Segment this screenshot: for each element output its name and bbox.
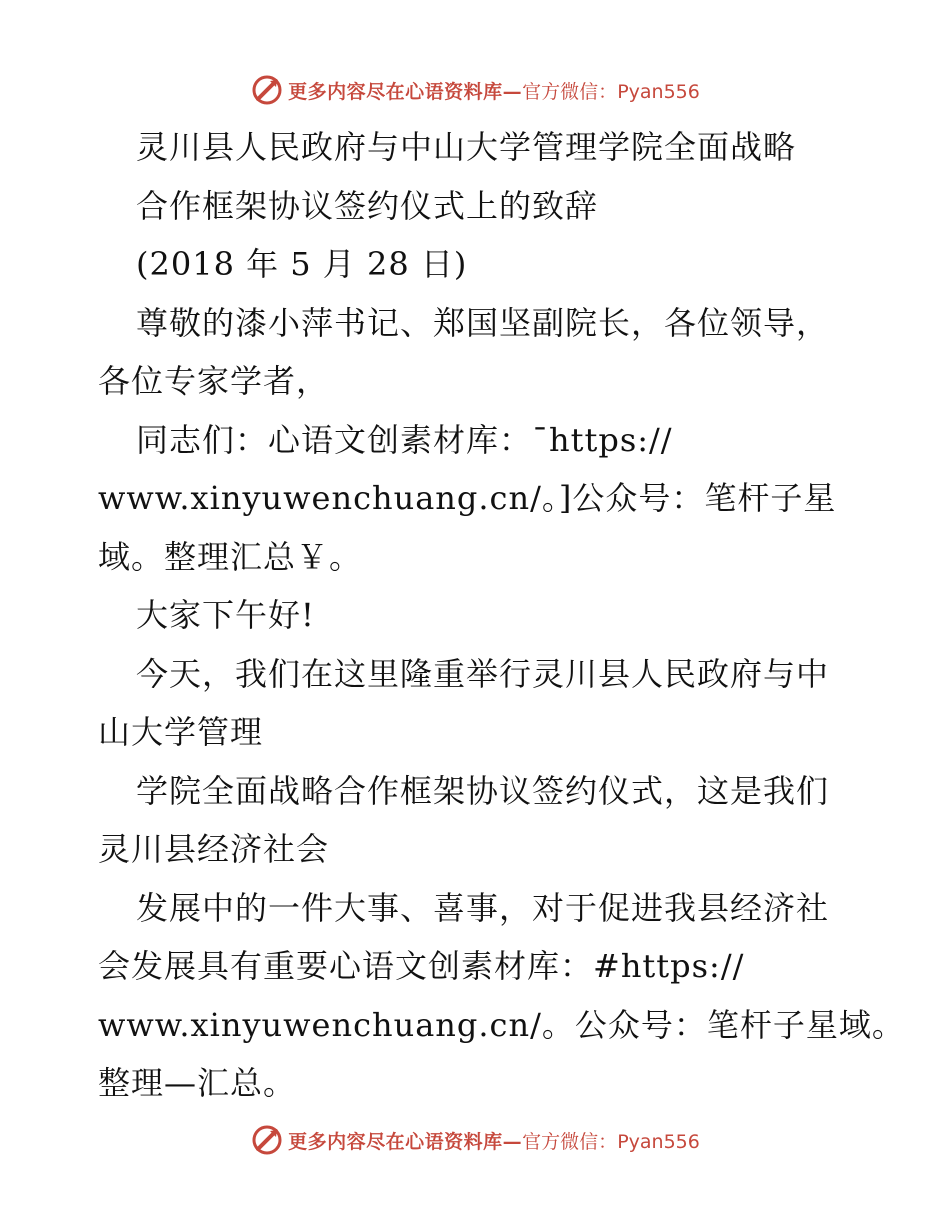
text-line: 各位专家学者，	[98, 362, 330, 400]
text-line: (2018 年 5 月 28 日)	[136, 245, 468, 283]
footer-banner	[0, 1120, 950, 1160]
text-line: 灵川县经济社会	[98, 830, 330, 868]
text-line: 会发展具有重要心语文创素材库：#https://	[98, 947, 745, 985]
wechat-label: 官方微信：	[522, 1130, 618, 1153]
text-line: 合作框架协议签约仪式上的致辞	[136, 186, 599, 225]
text-line: 尊敬的漆小萍书记、郑国坚副院长，各位领导，	[136, 303, 830, 342]
logo-icon	[250, 1123, 284, 1157]
text-line: 发展中的一件大事、喜事，对于促进我县经济社	[136, 888, 830, 927]
text-line: www.xinyuwenchuang.cn/。]公众号：笔杆子星	[98, 479, 837, 517]
text-line: 域。整理汇总￥。	[98, 537, 363, 576]
text-line: 同志们：心语文创素材库：¯https://	[136, 420, 673, 459]
banner-text: 更多内容尽在心语资料库—	[288, 80, 523, 103]
text-line: 今天，我们在这里隆重举行灵川县人民政府与中	[136, 654, 830, 693]
text-line: 山大学管理	[98, 713, 264, 751]
document-body	[98, 118, 905, 1113]
text-line: 大家下午好!	[136, 596, 315, 634]
text-line: 学院全面战略合作框架协议签约仪式，这是我们	[136, 771, 830, 810]
text-line: 整理—汇总。	[98, 1064, 297, 1102]
wechat-id: Pyan556	[617, 80, 700, 103]
header-banner	[0, 70, 950, 110]
banner-wechat	[522, 1127, 700, 1154]
wechat-id: Pyan556	[617, 1130, 700, 1153]
logo-icon	[250, 73, 284, 107]
text-line: 灵川县人民政府与中山大学管理学院全面战略	[136, 128, 797, 166]
banner-text: 更多内容尽在心语资料库—	[288, 1130, 523, 1153]
text-line: www.xinyuwenchuang.cn/。公众号：笔杆子星域。	[98, 1005, 905, 1044]
banner-wechat	[522, 77, 700, 104]
wechat-label: 官方微信：	[522, 80, 618, 103]
